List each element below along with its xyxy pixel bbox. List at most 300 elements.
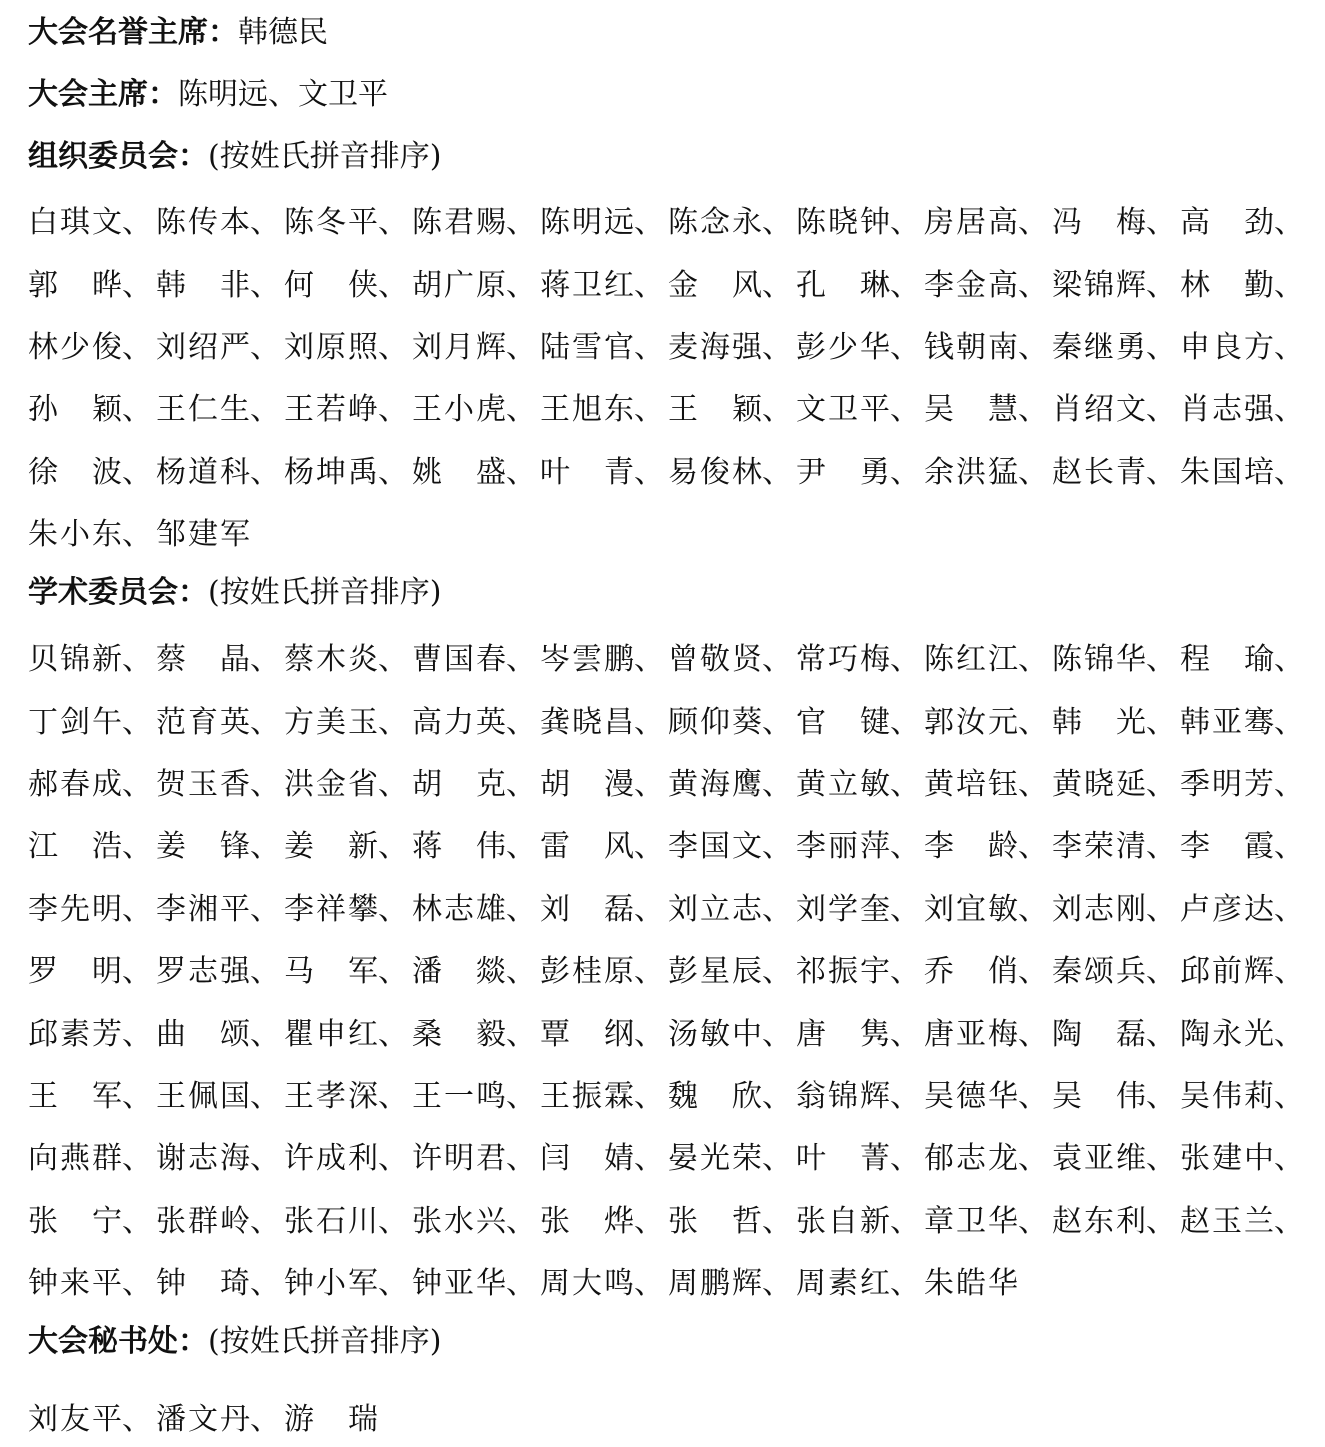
member-name [284,948,412,988]
member-name [668,1073,796,1113]
member-name-text: 曾敬贤 [668,642,762,678]
member-name-text: 钱朝南 [924,329,1018,365]
member-name [540,449,668,489]
member-name-text: 林志雄 [412,891,506,927]
member-name [540,262,668,302]
name-separator: 、 [1146,642,1176,678]
name-separator: 、 [122,704,152,740]
member-name [796,699,924,739]
name-separator: 、 [378,642,408,678]
name-separator: 、 [1146,1141,1176,1177]
member-name-text: 孙 颖 [28,392,122,428]
member-name [1052,1135,1180,1175]
name-separator: 、 [634,329,664,365]
member-name-text: 许明君 [412,1141,506,1177]
member-name [796,324,924,364]
member-name [1180,699,1308,739]
name-separator: 、 [1146,267,1176,303]
member-name [668,262,796,302]
name-separator: 、 [890,704,920,740]
member-name [156,948,284,988]
name-separator: 、 [1018,704,1048,740]
member-name-text: 尹 勇 [796,454,890,490]
member-name-text: 肖志强 [1180,392,1274,428]
member-name-text: 卢彦达 [1180,891,1274,927]
member-name-text: 钟亚华 [412,1266,506,1302]
member-name [796,636,924,676]
member-name [284,1260,412,1300]
member-name-text: 刘宜敏 [924,891,1018,927]
name-separator: 、 [506,829,536,865]
organizing-committee-label: 组织委员会： [28,139,208,174]
name-separator: 、 [378,1203,408,1239]
member-name-text: 韩亚骞 [1180,704,1274,740]
member-name-text: 林少俊 [28,329,122,365]
member-name [796,449,924,489]
name-separator: 、 [634,829,664,865]
name-separator: 、 [1146,954,1176,990]
member-name [284,699,412,739]
member-name-text: 梁锦辉 [1052,267,1146,303]
member-name-text: 桑 毅 [412,1016,506,1052]
name-separator: 、 [1146,1016,1176,1052]
honorary-chair-line [28,13,328,53]
name-separator: 、 [1018,392,1048,428]
member-name-text: 马 军 [284,954,378,990]
name-separator: 、 [890,891,920,927]
name-separator: 、 [634,267,664,303]
name-separator: 、 [250,1016,280,1052]
name-separator: 、 [1146,766,1176,802]
member-name-text: 周鹏辉 [668,1266,762,1302]
member-name-text: 唐 隽 [796,1016,890,1052]
secretariat-label: 大会秘书处： [28,1324,208,1359]
member-name-text: 罗志强 [156,954,250,990]
name-separator: 、 [122,392,152,428]
member-name-text: 申良方 [1180,329,1274,365]
member-name-text: 章卫华 [924,1203,1018,1239]
member-name [28,1011,156,1051]
academic-committee-note: (按姓氏拼音排序) [208,575,442,610]
secretariat-list [28,1385,1318,1447]
member-name-text: 贝锦新 [28,642,122,678]
member-name-text: 秦继勇 [1052,329,1146,365]
member-name-text: 秦颂兵 [1052,954,1146,990]
member-name-text: 郝春成 [28,766,122,802]
member-name [668,699,796,739]
member-name [1052,1198,1180,1238]
member-name-text: 蔡木炎 [284,642,378,678]
member-name-text: 张群岭 [156,1203,250,1239]
member-name-text: 王旭东 [540,392,634,428]
member-name [924,1135,1052,1175]
name-separator: 、 [250,1266,280,1302]
name-separator: 、 [634,454,664,490]
name-separator: 、 [122,954,152,990]
member-name-text: 张石川 [284,1203,378,1239]
member-name-text: 刘友平 [28,1402,122,1438]
member-name [412,1260,540,1300]
name-separator: 、 [1018,454,1048,490]
member-name [156,1011,284,1051]
name-separator: 、 [378,392,408,428]
name-separator: 、 [122,829,152,865]
member-name [412,449,540,489]
member-name [28,1135,156,1175]
member-name [540,1073,668,1113]
member-name [668,761,796,801]
member-name [28,636,156,676]
member-name-text: 汤敏中 [668,1016,762,1052]
member-name [1052,699,1180,739]
member-name [284,1198,412,1238]
member-name [28,262,156,302]
member-name [540,1135,668,1175]
name-separator: 、 [762,267,792,303]
member-name [668,324,796,364]
member-name-text: 王 军 [28,1078,122,1114]
name-separator: 、 [762,891,792,927]
name-separator: 、 [762,704,792,740]
name-separator: 、 [506,1266,536,1302]
member-name-text: 李金高 [924,267,1018,303]
name-separator: 、 [762,454,792,490]
member-name [924,262,1052,302]
member-name [540,1011,668,1051]
member-name [796,1135,924,1175]
name-separator: 、 [506,891,536,927]
name-separator: 、 [506,704,536,740]
name-separator: 、 [378,766,408,802]
member-name [1052,262,1180,302]
member-name-text: 金 风 [668,267,762,303]
name-separator: 、 [634,1016,664,1052]
member-name [156,823,284,863]
name-separator: 、 [506,1078,536,1114]
name-separator: 、 [762,1141,792,1177]
name-separator: 、 [1018,954,1048,990]
member-name-text: 刘原照 [284,329,378,365]
name-separator: 、 [762,829,792,865]
name-separator: 、 [1274,329,1304,365]
member-name [796,386,924,426]
name-separator: 、 [122,891,152,927]
member-name-text: 吴 慧 [924,392,1018,428]
member-name-text: 蒋 伟 [412,829,506,865]
name-separator: 、 [634,891,664,927]
member-name [540,386,668,426]
member-name-text: 方美玉 [284,704,378,740]
member-name [1052,199,1180,239]
academic-committee-list [28,625,1318,1311]
member-name [156,449,284,489]
member-name [28,1073,156,1113]
member-name [284,386,412,426]
member-name-text: 陈君赐 [412,205,506,241]
member-name [1180,1011,1308,1051]
member-name [1180,1135,1308,1175]
member-name-text: 张 烨 [540,1203,634,1239]
name-separator: 、 [1274,454,1304,490]
name-separator: 、 [250,1141,280,1177]
name-separator: 、 [122,454,152,490]
name-separator: 、 [378,1016,408,1052]
name-separator: 、 [1274,1078,1304,1114]
member-name-text: 袁亚维 [1052,1141,1146,1177]
member-name [156,386,284,426]
member-name-text: 韩 非 [156,267,250,303]
member-name [924,1198,1052,1238]
member-name-text: 蔡 晶 [156,642,250,678]
name-separator: 、 [378,1141,408,1177]
name-separator: 、 [378,954,408,990]
member-name-text: 曲 颂 [156,1016,250,1052]
name-separator: 、 [506,454,536,490]
member-name [28,1396,156,1436]
name-separator: 、 [1274,1141,1304,1177]
member-name [412,324,540,364]
member-name [796,948,924,988]
member-name-text: 陈传本 [156,205,250,241]
name-separator: 、 [250,1078,280,1114]
member-name-text: 魏 欣 [668,1078,762,1114]
member-name [668,886,796,926]
member-name [28,199,156,239]
member-name-text: 洪金省 [284,766,378,802]
member-name-text: 周素红 [796,1266,890,1302]
member-name [28,886,156,926]
member-name [156,1135,284,1175]
member-name [668,1135,796,1175]
member-name [28,449,156,489]
member-name-text: 许成利 [284,1141,378,1177]
name-separator: 、 [250,329,280,365]
member-name-text: 胡广原 [412,267,506,303]
member-name-text: 顾仰葵 [668,704,762,740]
name-separator: 、 [890,329,920,365]
member-name [156,699,284,739]
name-separator: 、 [1146,392,1176,428]
name-separator: 、 [1018,205,1048,241]
member-name-text: 李荣清 [1052,829,1146,865]
member-name [1180,1073,1308,1113]
member-name [412,886,540,926]
member-name [924,386,1052,426]
member-name-text: 谢志海 [156,1141,250,1177]
name-separator: 、 [1274,1016,1304,1052]
member-name-text: 陈冬平 [284,205,378,241]
name-separator: 、 [634,704,664,740]
member-name-text: 黄立敏 [796,766,890,802]
name-separator: 、 [1018,267,1048,303]
name-separator: 、 [250,891,280,927]
member-name-text: 陈红江 [924,642,1018,678]
member-name [28,761,156,801]
name-separator: 、 [506,766,536,802]
member-name-text: 姜 新 [284,829,378,865]
member-name-text: 闫 婧 [540,1141,634,1177]
member-name [668,1260,796,1300]
member-name-text: 何 侠 [284,267,378,303]
member-name [284,886,412,926]
member-name [412,1011,540,1051]
name-separator: 、 [122,766,152,802]
honorary-chair-label: 大会名誉主席： [28,15,238,50]
member-name [156,262,284,302]
member-name-text: 曹国春 [412,642,506,678]
member-name-text: 王若峥 [284,392,378,428]
member-name [156,1073,284,1113]
name-separator: 、 [1018,1078,1048,1114]
member-name-text: 杨坤禹 [284,454,378,490]
member-name [540,636,668,676]
member-name [1180,1198,1308,1238]
name-separator: 、 [1146,1203,1176,1239]
member-name [540,823,668,863]
member-name-text: 邱前辉 [1180,954,1274,990]
member-name [284,636,412,676]
member-name [28,324,156,364]
member-name [540,199,668,239]
name-separator: 、 [122,1203,152,1239]
member-name-text: 吴 伟 [1052,1078,1146,1114]
name-separator: 、 [506,642,536,678]
member-name [540,324,668,364]
name-separator: 、 [890,1016,920,1052]
name-separator: 、 [1274,205,1304,241]
member-name-text: 陆雪官 [540,329,634,365]
name-separator: 、 [1018,1203,1048,1239]
member-name [796,886,924,926]
member-name [924,823,1052,863]
member-name [412,948,540,988]
member-name-text: 覃 纲 [540,1016,634,1052]
member-name [156,1198,284,1238]
member-name [412,386,540,426]
member-name [540,761,668,801]
name-separator: 、 [762,1203,792,1239]
member-name-text: 岑雲鹏 [540,642,634,678]
name-separator: 、 [1274,954,1304,990]
member-name [284,823,412,863]
member-name-text: 赵玉兰 [1180,1203,1274,1239]
member-name [1052,761,1180,801]
member-name [796,1073,924,1113]
member-name-text: 雷 风 [540,829,634,865]
member-name [412,823,540,863]
member-name-text: 官 键 [796,704,890,740]
member-name [156,199,284,239]
member-name-text: 李 霞 [1180,829,1274,865]
member-name [924,324,1052,364]
member-name [1180,948,1308,988]
name-separator: 、 [506,267,536,303]
member-name [412,761,540,801]
member-name [284,199,412,239]
member-name-text: 李湘平 [156,891,250,927]
member-name-text: 高 劲 [1180,205,1274,241]
member-name [284,1073,412,1113]
member-name-text: 丁剑午 [28,704,122,740]
name-separator: 、 [250,205,280,241]
name-separator: 、 [250,954,280,990]
name-separator: 、 [1018,642,1048,678]
name-separator: 、 [122,517,152,553]
member-name-text: 李 龄 [924,829,1018,865]
name-separator: 、 [890,1141,920,1177]
name-separator: 、 [762,766,792,802]
name-separator: 、 [506,1203,536,1239]
member-name-text: 陶 磊 [1052,1016,1146,1052]
member-name-text: 刘志刚 [1052,891,1146,927]
name-separator: 、 [506,954,536,990]
member-name-text: 唐亚梅 [924,1016,1018,1052]
member-name-text: 张 宁 [28,1203,122,1239]
member-name-text: 王小虎 [412,392,506,428]
member-name [1052,1073,1180,1113]
member-name-text: 周大鸣 [540,1266,634,1302]
member-name-text: 陈念永 [668,205,762,241]
member-name [668,1198,796,1238]
name-separator: 、 [890,454,920,490]
member-name-text: 钟 琦 [156,1266,250,1302]
member-name [924,1260,1052,1300]
academic-committee-heading [28,573,441,613]
member-name-text: 朱国培 [1180,454,1274,490]
name-separator: 、 [378,205,408,241]
member-name-text: 赵长青 [1052,454,1146,490]
member-name [156,636,284,676]
member-name-text: 易俊林 [668,454,762,490]
name-separator: 、 [506,1141,536,1177]
member-name [1052,886,1180,926]
member-name [668,636,796,676]
name-separator: 、 [250,642,280,678]
name-separator: 、 [762,205,792,241]
member-name [924,886,1052,926]
member-name-text: 姜 锋 [156,829,250,865]
name-separator: 、 [1274,642,1304,678]
name-separator: 、 [378,891,408,927]
member-name [156,1260,284,1300]
member-name [1052,324,1180,364]
member-name-text: 向燕群 [28,1141,122,1177]
member-name-text: 郭汝元 [924,704,1018,740]
name-separator: 、 [890,205,920,241]
name-separator: 、 [1018,891,1048,927]
name-separator: 、 [506,329,536,365]
name-separator: 、 [378,829,408,865]
member-name-text: 林 勤 [1180,267,1274,303]
member-name [1052,636,1180,676]
member-name [28,948,156,988]
member-name-text: 王仁生 [156,392,250,428]
member-name [668,199,796,239]
member-name-text: 黄培钰 [924,766,1018,802]
member-name-text: 黄晓延 [1052,766,1146,802]
name-separator: 、 [634,1141,664,1177]
member-name [1180,636,1308,676]
member-name [412,1198,540,1238]
member-name-text: 张水兴 [412,1203,506,1239]
member-name [156,886,284,926]
member-name-text: 李丽萍 [796,829,890,865]
member-name [284,761,412,801]
member-name-text: 刘学奎 [796,891,890,927]
member-name-text: 王振霖 [540,1078,634,1114]
member-name [412,1073,540,1113]
member-name [540,886,668,926]
